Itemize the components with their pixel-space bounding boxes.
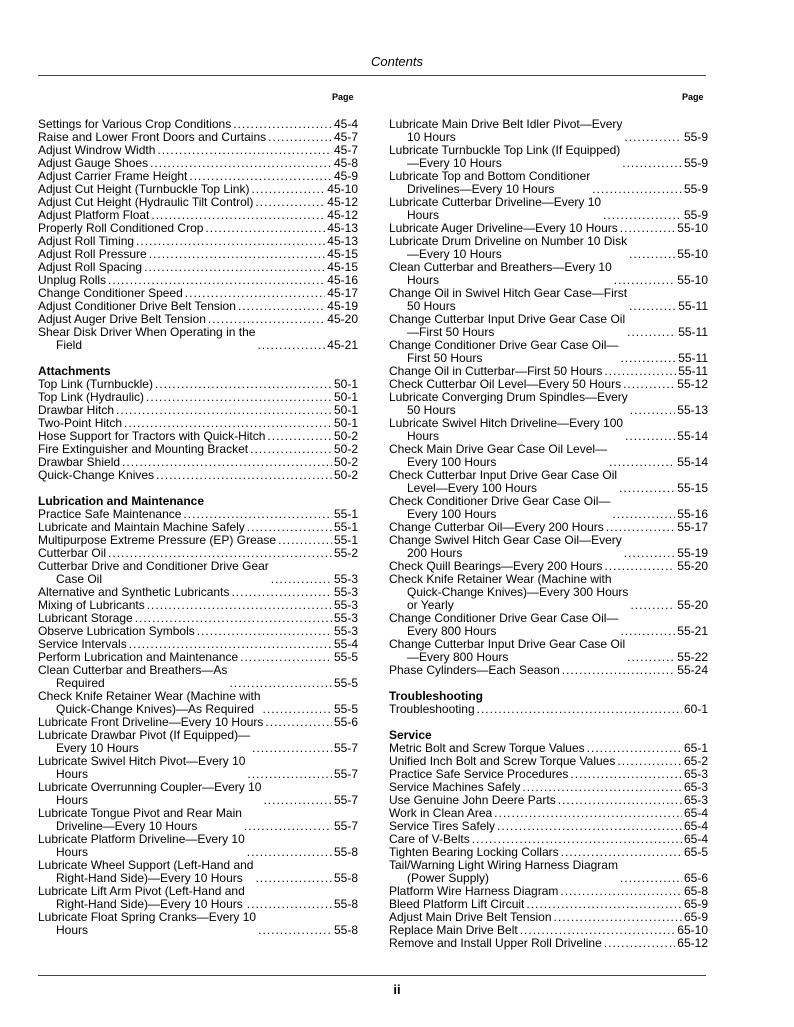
toc-entry-page: 55-11 <box>678 325 708 339</box>
toc-entry-title: Adjust Cut Height (Turnbuckle Top Link) <box>38 182 250 196</box>
section-heading: Lubrication and Maintenance <box>38 494 205 508</box>
dot-leader <box>265 716 332 729</box>
toc-entry-title: Lubricate and Maintain Machine Safely <box>38 520 245 534</box>
toc-entry[interactable] <box>38 755 358 781</box>
toc-entry-page: 45-10 <box>327 182 358 196</box>
toc-entry-page: 65-3 <box>683 793 708 807</box>
dot-leader <box>619 482 675 495</box>
dot-leader <box>147 599 332 612</box>
dot-leader <box>116 404 332 417</box>
toc-entry-title: Adjust Platform Float <box>38 208 150 222</box>
toc-entry-page: 45-21 <box>327 338 358 352</box>
toc-entry-page: 55-22 <box>677 650 708 664</box>
toc-entry[interactable] <box>38 469 358 482</box>
toc-entry-title: Phase Cylinders—Each Season <box>389 663 560 677</box>
toc-entry[interactable] <box>389 339 708 365</box>
toc-entry-page: 55-4 <box>333 637 358 651</box>
dot-leader <box>252 742 332 755</box>
toc-entry-page: 55-7 <box>333 819 358 833</box>
toc-entry-title: Fire Extinguisher and Mounting Bracket <box>38 442 249 456</box>
dot-leader <box>630 404 676 417</box>
toc-entry-title: Work in Clean Area <box>389 806 493 820</box>
dot-leader <box>627 326 676 339</box>
toc-entry-page: 55-10 <box>677 273 708 287</box>
toc-entry-page: 55-20 <box>677 598 708 612</box>
dot-leader <box>197 625 332 638</box>
toc-entry[interactable] <box>38 560 358 586</box>
dot-leader <box>271 573 332 586</box>
toc-entry-title: Change Conditioner Drive Gear Case Oil— Every 800 Hours <box>389 611 619 638</box>
dot-leader <box>247 898 332 911</box>
dot-leader <box>155 378 332 391</box>
toc-entry-title: Change Swivel Hitch Gear Case Oil—Every 200 Hours <box>389 533 622 560</box>
dot-leader <box>630 599 675 612</box>
toc-entry[interactable] <box>38 729 358 755</box>
dot-leader <box>625 430 675 443</box>
section-heading: Attachments <box>38 364 111 378</box>
toc-entry-page: 55-3 <box>333 572 358 586</box>
dot-leader <box>624 547 676 560</box>
toc-entry-page: 55-9 <box>683 208 708 222</box>
dot-leader <box>244 820 332 833</box>
dot-leader <box>258 924 332 937</box>
toc-entry-title: Remove and Install Upper Roll Driveline <box>389 936 602 950</box>
toc-entry[interactable] <box>389 573 708 612</box>
dot-leader <box>592 183 682 196</box>
toc-entry-title: Lubricate Wheel Support (Left-Hand and Right-Hand Side)—Every 10 Hours <box>38 858 254 885</box>
toc-entry-page: 55-20 <box>677 559 708 573</box>
toc-entry-title: Troubleshooting <box>389 702 475 716</box>
toc-entry-page: 55-5 <box>333 676 358 690</box>
toc-entry-page: 55-11 <box>678 299 708 313</box>
dot-leader <box>617 755 682 768</box>
dot-leader <box>622 157 682 170</box>
toc-entry-title: Adjust Windrow Width <box>38 143 156 157</box>
toc-entry-page: 55-12 <box>677 377 708 391</box>
dot-leader <box>136 235 325 248</box>
toc-entry[interactable] <box>389 196 708 222</box>
toc-entry-title: Settings for Various Crop Conditions <box>38 117 232 131</box>
toc-entry-page: 65-3 <box>683 767 708 781</box>
toc-entry-page: 50-2 <box>333 468 358 482</box>
toc-entry-title: Lubricate Swivel Hitch Pivot—Every 10 Hours <box>38 754 246 781</box>
toc-entry-title: Lubricate Front Driveline—Every 10 Hours <box>38 715 264 729</box>
toc-entry[interactable] <box>38 664 358 690</box>
toc-entry-title: Clean Cutterbar and Breathers—Every 10 Hours <box>389 260 612 287</box>
toc-entry[interactable] <box>389 287 708 313</box>
toc-entry-page: 55-7 <box>333 767 358 781</box>
toc-entry-page: 55-15 <box>677 481 708 495</box>
page-header-title: Contents <box>370 54 424 69</box>
toc-entry[interactable] <box>389 534 708 560</box>
toc-entry-title: Platform Wire Harness Diagram <box>389 884 559 898</box>
toc-entry-page: 55-8 <box>333 923 358 937</box>
toc-entry-title: Check Cutterbar Oil Level—Every 50 Hours <box>389 377 622 391</box>
toc-entry-title: Raise and Lower Front Doors and Curtains <box>38 130 267 144</box>
toc-entry-page: 55-3 <box>333 598 358 612</box>
toc-entry-page: 55-6 <box>333 715 358 729</box>
toc-entry[interactable] <box>389 469 708 495</box>
page-column-label-left: Page <box>332 92 354 102</box>
toc-entry-title: Lubricate Overrunning Coupler—Every 10 Hours <box>38 780 262 807</box>
toc-entry-title: Metric Bolt and Screw Torque Values <box>389 741 585 755</box>
toc-entry-title: Adjust Roll Pressure <box>38 247 147 261</box>
toc-entry-title: Top Link (Turnbuckle) <box>38 377 153 391</box>
dot-leader <box>620 352 676 365</box>
toc-entry-page: 65-5 <box>683 845 708 859</box>
toc-entry-title: Check Knife Retainer Wear (Machine with Quick-Change Knives)—As Required <box>38 689 261 716</box>
toc-entry-title: Unified Inch Bolt and Screw Torque Values <box>389 754 616 768</box>
dot-leader <box>156 469 332 482</box>
toc-entry-title: Service Intervals <box>38 637 127 651</box>
toc-entry[interactable] <box>389 703 708 716</box>
toc-entry-page: 45-8 <box>333 156 358 170</box>
toc-entry-page: 55-21 <box>677 624 708 638</box>
dot-leader <box>560 885 682 898</box>
dot-leader <box>620 222 676 235</box>
toc-entry-page: 45-12 <box>327 208 358 222</box>
toc-entry-page: 45-20 <box>327 312 358 326</box>
toc-entry[interactable] <box>389 443 708 469</box>
toc-entry-page: 55-2 <box>333 546 358 560</box>
toc-entry-title: Adjust Carrier Frame Height <box>38 169 188 183</box>
dot-leader <box>149 248 326 261</box>
toc-entry-title: Drawbar Hitch <box>38 403 115 417</box>
toc-entry-title: Lubricate Turnbuckle Top Link (If Equipped) —Every 10 Hours <box>389 143 621 170</box>
toc-entry-page: 55-14 <box>677 455 708 469</box>
toc-entry[interactable] <box>38 690 358 716</box>
dot-leader <box>623 378 675 391</box>
dot-leader <box>268 131 332 144</box>
toc-entry-page: 45-7 <box>333 130 358 144</box>
toc-entry[interactable] <box>389 391 708 417</box>
toc-entry-title: Multipurpose Extreme Pressure (EP) Grease <box>38 533 277 547</box>
toc-entry-title: Lubricate Tongue Pivot and Rear Main Driveline—Every 10 Hours <box>38 806 242 833</box>
toc-entry[interactable] <box>38 885 358 911</box>
toc-entry-title: Change Oil in Cutterbar—First 50 Hours <box>389 364 603 378</box>
toc-entry[interactable] <box>38 833 358 859</box>
toc-entry-page: 45-17 <box>327 286 358 300</box>
dot-leader <box>629 300 676 313</box>
dot-leader <box>205 222 325 235</box>
dot-leader <box>554 911 682 924</box>
toc-entry-page: 45-16 <box>327 273 358 287</box>
toc-entry-title: Lubricate Drawbar Pivot (If Equipped)— Every 10 Hours <box>38 728 251 755</box>
toc-entry-title: Adjust Roll Spacing <box>38 260 143 274</box>
dot-leader <box>629 248 675 261</box>
toc-entry-page: 65-3 <box>683 780 708 794</box>
toc-entry[interactable] <box>38 326 358 352</box>
dot-leader <box>263 794 332 807</box>
toc-entry-page: 55-3 <box>333 611 358 625</box>
toc-entry-page: 55-13 <box>677 403 708 417</box>
toc-entry-title: Top Link (Hydraulic) <box>38 390 145 404</box>
toc-entry-page: 45-15 <box>327 247 358 261</box>
toc-entry-page: 55-8 <box>333 871 358 885</box>
toc-entry-page: 55-8 <box>333 845 358 859</box>
toc-entry-title: Change Conditioner Speed <box>38 286 183 300</box>
toc-entry-title: Lubricate Main Drive Belt Idler Pivot—Every 10 Hours <box>389 117 623 144</box>
dot-leader <box>257 339 325 352</box>
toc-entry[interactable] <box>38 781 358 807</box>
toc-entry-title: Adjust Cut Height (Hydraulic Tilt Control) <box>38 195 254 209</box>
toc-entry-title: Replace Main Drive Belt <box>389 923 518 937</box>
toc-entry-page: 55-1 <box>333 520 358 534</box>
dot-leader <box>562 664 676 677</box>
toc-entry-page: 55-1 <box>333 507 358 521</box>
dot-leader <box>604 560 675 573</box>
toc-entry-page: 55-11 <box>678 351 708 365</box>
toc-entry-page: 55-7 <box>333 793 358 807</box>
toc-entry-page: 45-15 <box>327 260 358 274</box>
dot-leader <box>477 703 682 716</box>
dot-leader <box>146 391 332 404</box>
dot-leader <box>627 651 675 664</box>
toc-entry-title: Adjust Main Drive Belt Tension <box>389 910 552 924</box>
toc-entry-page: 65-8 <box>683 884 708 898</box>
toc-entry[interactable] <box>389 170 708 196</box>
toc-entry-title: Check Main Drive Gear Case Oil Level— Every 100 Hours <box>389 442 608 469</box>
dot-leader <box>609 456 675 469</box>
toc-entry-page: 50-2 <box>333 429 358 443</box>
dot-leader <box>231 586 332 599</box>
toc-entry-page: 55-9 <box>683 182 708 196</box>
toc-entry-title: Lubricate Float Spring Cranks—Every 10 Hours <box>38 910 257 937</box>
toc-entry[interactable] <box>38 859 358 885</box>
toc-entry-title: Check Quill Bearings—Every 200 Hours <box>389 559 603 573</box>
toc-entry-page: 55-8 <box>333 897 358 911</box>
dot-leader <box>267 430 332 443</box>
toc-entry-title: Bleed Platform Lift Circuit <box>389 897 525 911</box>
toc-entry[interactable] <box>389 638 708 664</box>
dot-leader <box>497 820 682 833</box>
toc-entry-title: Lubricate Top and Bottom Conditioner Drivelines—Every 10 Hours <box>389 169 591 196</box>
toc-entry-page: 65-9 <box>683 897 708 911</box>
toc-entry-title: Shear Disk Driver When Operating in the Field <box>38 325 256 352</box>
dot-leader <box>250 443 332 456</box>
toc-entry-page: 50-1 <box>333 377 358 391</box>
toc-entry-title: Cutterbar Oil <box>38 546 107 560</box>
toc-entry-page: 65-4 <box>683 819 708 833</box>
toc-entry-page: 55-7 <box>333 741 358 755</box>
toc-entry-title: Check Conditioner Drive Gear Case Oil— Every 100 Hours <box>389 494 611 521</box>
toc-entry-page: 55-3 <box>333 624 358 638</box>
toc-entry-page: 55-10 <box>677 247 708 261</box>
toc-entry-title: Change Cutterbar Oil—Every 200 Hours <box>389 520 604 534</box>
dot-leader <box>240 651 332 664</box>
toc-entry-page: 45-19 <box>327 299 358 313</box>
toc-entry-page: 55-5 <box>333 702 358 716</box>
toc-entry-title: Lubricant Storage <box>38 611 133 625</box>
toc-entry-title: Hose Support for Tractors with Quick-Hitch <box>38 429 266 443</box>
toc-column-left <box>38 118 358 937</box>
toc-entry-page: 50-1 <box>333 416 358 430</box>
header-rule <box>38 75 706 76</box>
toc-entry-page: 55-5 <box>333 650 358 664</box>
toc-entry-page: 65-4 <box>683 806 708 820</box>
toc-entry-page: 55-1 <box>333 533 358 547</box>
toc-entry-page: 65-4 <box>683 832 708 846</box>
dot-leader <box>278 534 332 547</box>
toc-entry[interactable] <box>389 859 708 885</box>
toc-entry-title: Lubricate Swivel Hitch Driveline—Every 100 Hours <box>389 416 624 443</box>
toc-entry-title: Practice Safe Maintenance <box>38 507 182 521</box>
toc-entry-page: 65-12 <box>677 936 708 950</box>
dot-leader <box>255 196 325 209</box>
toc-entry-title: Lubricate Lift Arm Pivot (Left-Hand and Right-Hand Side)—Every 10 Hours <box>38 884 245 911</box>
toc-entry-title: Alternative and Synthetic Lubricants <box>38 585 230 599</box>
toc-entry-page: 45-9 <box>333 169 358 183</box>
toc-entry[interactable] <box>389 417 708 443</box>
toc-entry-title: Change Conditioner Drive Gear Case Oil— First 50 Hours <box>389 338 619 365</box>
toc-entry[interactable] <box>389 261 708 287</box>
toc-entry-title: Service Tires Safely <box>389 819 496 833</box>
toc-column-right <box>389 118 708 950</box>
dot-leader <box>247 846 332 859</box>
toc-entry-page: 65-1 <box>683 741 708 755</box>
dot-leader <box>612 508 675 521</box>
toc-entry-page: 55-14 <box>677 429 708 443</box>
toc-entry-page: 45-13 <box>327 221 358 235</box>
dot-leader <box>144 261 325 274</box>
dot-leader <box>494 807 682 820</box>
dot-leader <box>255 872 332 885</box>
toc-entry-title: Tail/Warning Light Wiring Harness Diagram (Power Supply) <box>389 858 618 885</box>
toc-entry[interactable] <box>38 911 358 937</box>
toc-entry[interactable] <box>389 144 708 170</box>
toc-entry-title: Mixing of Lubricants <box>38 598 145 612</box>
toc-entry-title: Check Knife Retainer Wear (Machine with Quick-Change Knives)—Every 300 Hours or Yearly <box>389 572 629 612</box>
toc-entry-title: Change Cutterbar Input Drive Gear Case Oil —Every 800 Hours <box>389 637 626 664</box>
toc-entry-title: Lubricate Platform Driveline—Every 10 Hours <box>38 832 245 859</box>
toc-entry-page: 65-9 <box>683 910 708 924</box>
toc-entry-page: 55-10 <box>677 221 708 235</box>
toc-entry[interactable] <box>389 235 708 261</box>
toc-entry-title: Observe Lubrication Symbols <box>38 624 195 638</box>
toc-entry-page: 65-10 <box>677 923 708 937</box>
dot-leader <box>620 872 682 885</box>
toc-entry-page: 55-11 <box>678 364 708 378</box>
toc-entry[interactable] <box>389 495 708 521</box>
dot-leader <box>620 625 675 638</box>
dot-leader <box>238 300 325 313</box>
dot-leader <box>263 703 332 716</box>
toc-entry-title: Check Cutterbar Input Drive Gear Case Oil Level—Every 100 Hours <box>389 468 618 495</box>
toc-entry-title: Two-Point Hitch <box>38 416 123 430</box>
toc-entry-title: Adjust Auger Drive Belt Tension <box>38 312 206 326</box>
toc-entry-page: 55-19 <box>677 546 708 560</box>
dot-leader <box>604 937 676 950</box>
toc-entry[interactable] <box>389 664 708 677</box>
toc-entry-title: Change Oil in Swivel Hitch Gear Case—First 50 Hours <box>389 286 628 313</box>
toc-entry-page: 45-13 <box>327 234 358 248</box>
section-heading: Troubleshooting <box>389 689 483 703</box>
toc-entry-page: 45-4 <box>333 117 358 131</box>
toc-entry-page: 45-12 <box>327 195 358 209</box>
toc-entry-title: Cutterbar Drive and Conditioner Drive Gear Case Oil <box>38 559 269 586</box>
toc-entry-title: Lubricate Auger Driveline—Every 10 Hours <box>389 221 618 235</box>
toc-entry-title: Tighten Bearing Locking Collars <box>389 845 559 859</box>
toc-entry-title: Unplug Rolls <box>38 273 107 287</box>
toc-entry[interactable] <box>389 612 708 638</box>
toc-entry-page: 55-9 <box>683 130 708 144</box>
toc-entry-title: Lubricate Drum Driveline on Number 10 Disk —Every 10 Hours <box>389 234 628 261</box>
page-number: ii <box>393 982 401 997</box>
toc-entry-page: 45-7 <box>333 143 358 157</box>
toc-entry-title: Clean Cutterbar and Breathers—As Required <box>38 663 228 690</box>
toc-entry-page: 50-1 <box>333 390 358 404</box>
toc-entry[interactable] <box>389 313 708 339</box>
toc-entry-page: 50-1 <box>333 403 358 417</box>
toc-entry[interactable] <box>389 118 708 144</box>
dot-leader <box>558 794 682 807</box>
toc-entry-page: 55-16 <box>677 507 708 521</box>
toc-entry-title: Lubricate Cutterbar Driveline—Every 10 Hours <box>389 195 602 222</box>
toc-entry-title: Practice Safe Service Procedures <box>389 767 569 781</box>
toc-entry-page: 65-6 <box>683 871 708 885</box>
toc-entry-title: Change Cutterbar Input Drive Gear Case Oil —First 50 Hours <box>389 312 626 339</box>
toc-entry-title: Use Genuine John Deere Parts <box>389 793 556 807</box>
dot-leader <box>157 144 332 157</box>
toc-entry-title: Care of V-Belts <box>389 832 470 846</box>
toc-entry[interactable] <box>38 807 358 833</box>
toc-entry-title: Adjust Roll Timing <box>38 234 135 248</box>
dot-leader <box>570 768 682 781</box>
toc-entry-title: Service Machines Safely <box>389 780 521 794</box>
section-heading: Service <box>389 728 432 742</box>
toc-entry-title: Quick-Change Knives <box>38 468 155 482</box>
toc-entry-page: 55-17 <box>677 520 708 534</box>
toc-entry-page: 55-9 <box>683 156 708 170</box>
dot-leader <box>251 183 325 196</box>
toc-entry-page: 50-2 <box>333 455 358 469</box>
footer-rule <box>38 975 706 976</box>
toc-entry[interactable] <box>389 937 708 950</box>
toc-entry-page: 60-1 <box>683 702 708 716</box>
toc-entry-page: 50-2 <box>333 442 358 456</box>
toc-entry-title: Lubricate Converging Drum Spindles—Every 50 Hours <box>389 390 628 417</box>
toc-entry-title: Drawbar Shield <box>38 455 121 469</box>
toc-entry-page: 65-2 <box>683 754 708 768</box>
toc-entry-page: 55-24 <box>677 663 708 677</box>
toc-entry-page: 55-3 <box>333 585 358 599</box>
toc-entry-title: Perform Lubrication and Maintenance <box>38 650 239 664</box>
dot-leader <box>624 131 682 144</box>
toc-entry-title: Adjust Conditioner Drive Belt Tension <box>38 299 236 313</box>
toc-entry-title: Adjust Gauge Shoes <box>38 156 149 170</box>
toc-entry-title: Properly Roll Conditioned Crop <box>38 221 204 235</box>
page-column-label-right: Page <box>682 92 704 102</box>
